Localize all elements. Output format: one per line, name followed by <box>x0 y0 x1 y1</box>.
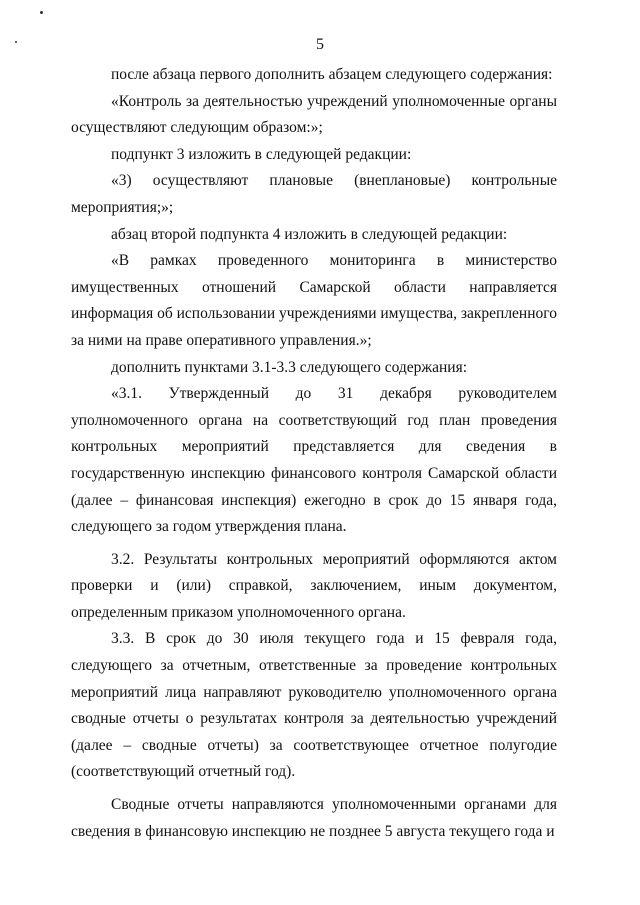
paragraph: дополнить пунктами 3.1-3.3 следующего содержания: <box>111 358 468 376</box>
paragraph: 3.3. В срок до 30 июля текущего года и 15 февраля года, следующего за отчетным, ответственные за проведение контрольных мероприятий лица направляют руководителю уполномоченного органа сводные отчеты о результатах контроля за деятельностью учреждений (далее – сводные отчеты) за соответствующее отчетное полугодие (соответствующий отчетный год). <box>71 630 557 781</box>
paragraph: «В рамках проведенного мониторинга в министерство имущественных отношений Самарской области направляется информация об использовании учреждениями имущества, закрепленного за ними на праве оперативного управления.»; <box>71 252 557 349</box>
paragraph: абзац второй подпункта 4 изложить в следующей редакции: <box>111 225 508 243</box>
paragraph: 3.2. Результаты контрольных мероприятий оформляются актом проверки и (или) справкой, заключением, иным документом, определенным приказом уполномоченного органа. <box>71 550 557 621</box>
paragraph: Сводные отчеты направляются уполномоченными органами для сведения в финансовую инспекцию не позднее 5 августа текущего года и <box>71 796 557 840</box>
scan-speck <box>40 11 43 14</box>
paragraph: подпункт 3 изложить в следующей редакции: <box>111 145 412 163</box>
page-number: 5 <box>316 36 324 53</box>
document-body <box>71 62 557 845</box>
paragraph: «3.1. Утвержденный до 31 декабря руководителем уполномоченного органа на соответствующий год план проведения контрольных мероприятий представляется для сведения в государственную инспекцию финансового контроля Самарской области (далее – финансовая инспекция) ежегодно в срок до 15 января года, следующего за годом утверждения плана. <box>71 385 557 536</box>
paragraph: «3) осуществляют плановые (внеплановые) контрольные мероприятия;»; <box>71 172 557 216</box>
paragraph: после абзаца первого дополнить абзацем следующего содержания: <box>111 66 553 83</box>
paragraph: «Контроль за деятельностью учреждений уполномоченные органы осуществляют следующим образом:»; <box>71 92 557 137</box>
